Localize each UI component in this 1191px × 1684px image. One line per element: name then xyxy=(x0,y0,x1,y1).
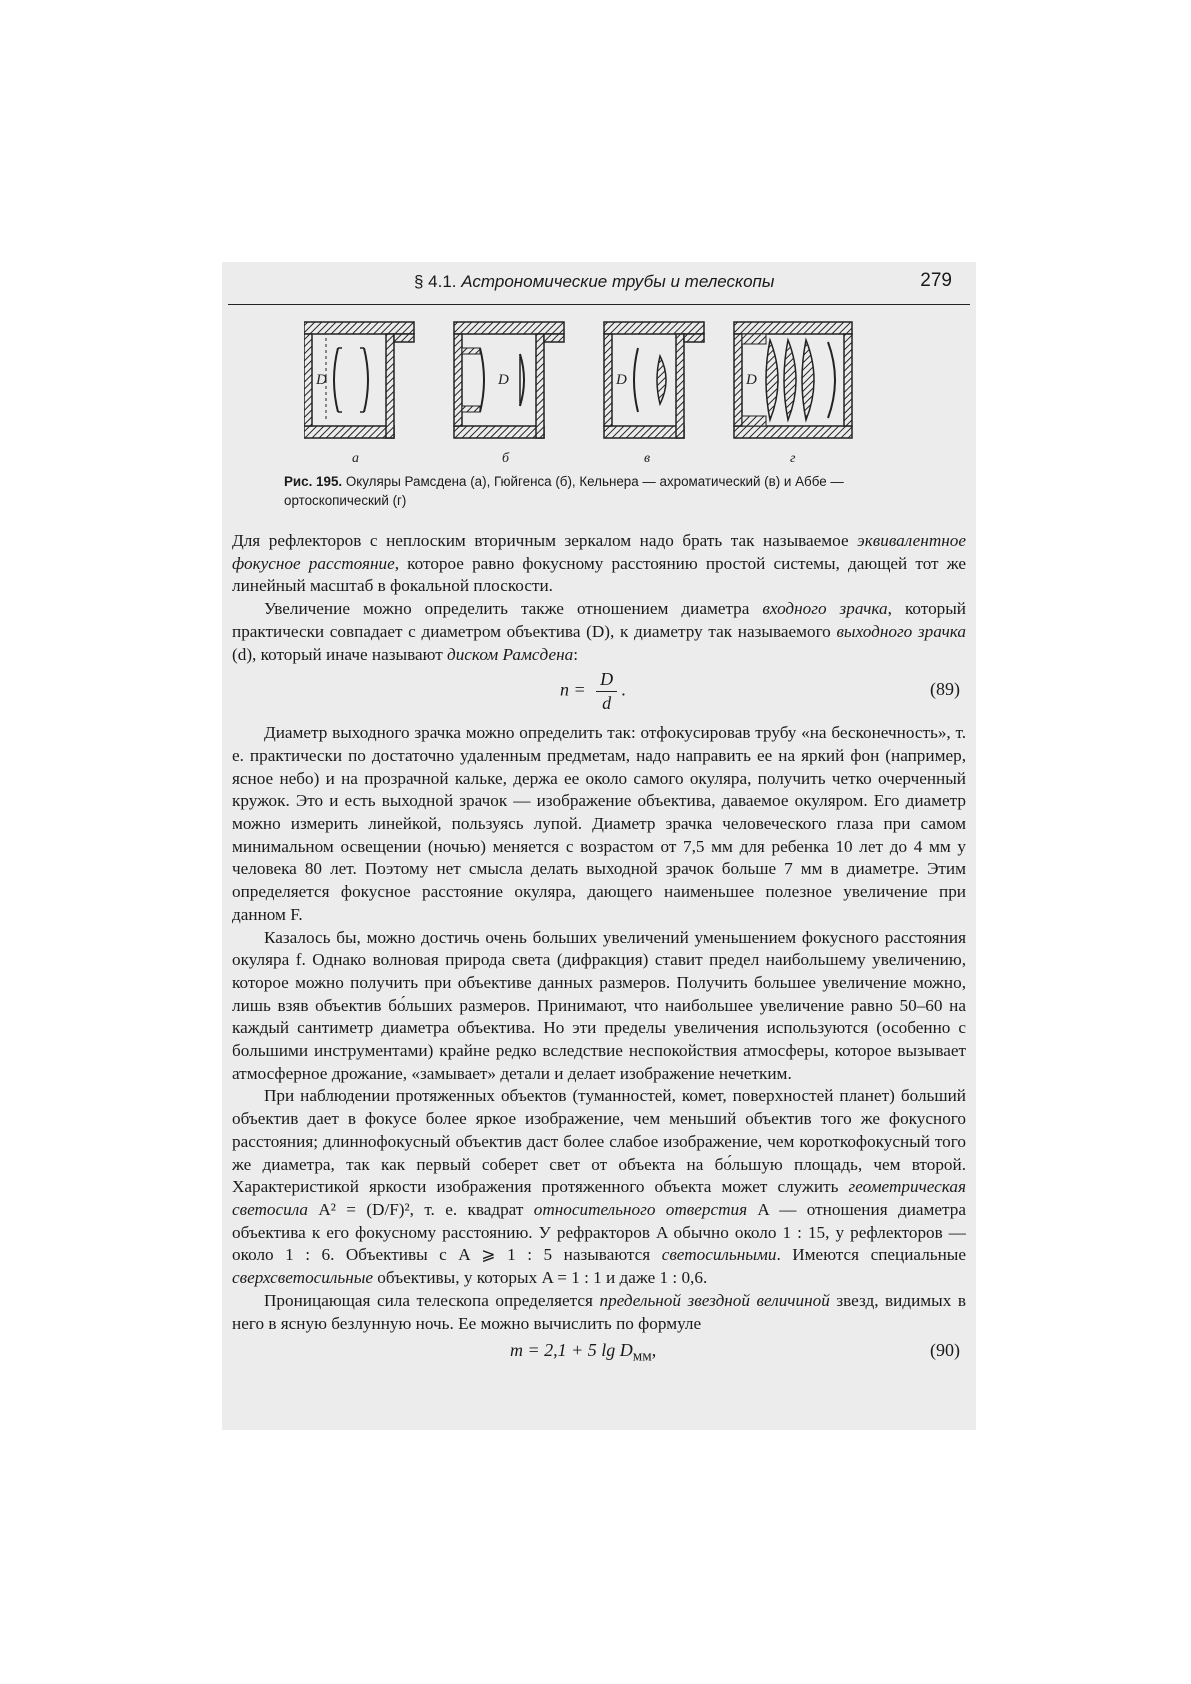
p2-text-c: (d), который иначе называют xyxy=(232,644,448,664)
p5-text-a: При наблюдении протяженных объектов (туманностей, комет, поверхностей планет) больший объектив дает в фокусе более яркое изображение, чем меньший объектив того же фокусного расстояния; длиннофокусный объектив даст более слабое изображение, чем короткофокусный того же диаметра, так как первый соберет свет от объекта на бо́льшую площадь, чем второй. Характеристикой яркости изображения протяженного объекта может служить xyxy=(232,1086,966,1197)
p2-text-d: : xyxy=(573,644,578,664)
p5-text-d: . Имеются специальные xyxy=(776,1245,966,1265)
p5-text-c: A — отношения диаметра объектива к его фокусному расстоянию. У рефракторов A обычно около 1 : 15, у рефлекторов — около 1 : 6. Объективы с A ⩾ 1 : 5 называются xyxy=(232,1199,966,1265)
abbe-eyepiece-diagram xyxy=(734,322,852,466)
label-D-g: D xyxy=(746,372,757,388)
eyepiece-figure xyxy=(304,318,864,466)
p2-text-b: , который практически совпадает с диаметром объектива (D), к диаметру так называемого xyxy=(232,599,967,641)
section-number: § 4.1. xyxy=(414,272,457,291)
label-v: в xyxy=(644,451,651,466)
label-D-b: D xyxy=(498,372,509,388)
p6-term-limiting-magnitude: предельной звездной величиной xyxy=(599,1290,830,1310)
formula-89-expression xyxy=(560,668,626,714)
p1-term: эквивалентное фокусное расстояние xyxy=(232,531,966,573)
formula-89-number: (89) xyxy=(930,679,960,700)
figure-number: Рис. 195. xyxy=(284,474,343,489)
p1-text-a: Для рефлекторов с неплоским вторичным зеркалом надо брать так называемое xyxy=(232,531,858,550)
p5-term-relative-aperture: относительного отверстия xyxy=(533,1199,748,1219)
p1-text-b: , которое равно фокусному расстоянию простой системы, дающей тот же линейный масштаб в фокальной плоскости. xyxy=(232,553,967,596)
running-header xyxy=(222,270,976,296)
figure-caption-text: Окуляры Рамсдена (а), Гюйгенса (б), Кельнера — ахроматический (в) и Аббе — ортоскопический (г) xyxy=(284,474,844,508)
huygens-eyepiece-diagram xyxy=(454,322,564,466)
formula-89-fraction xyxy=(596,668,617,714)
formula-89 xyxy=(232,668,966,716)
formula-90-expression xyxy=(510,1339,656,1368)
label-g: г xyxy=(790,451,796,466)
formula-89-lhs: n = xyxy=(560,679,586,700)
label-b: б xyxy=(502,451,510,466)
header-title xyxy=(414,272,774,292)
formula-89-denominator: d xyxy=(602,692,612,713)
figure-caption xyxy=(284,472,934,510)
p6-text-b: звезд, видимых в него в ясную безлунную ночь. Ее можно вычислить по формуле xyxy=(232,1290,966,1333)
p6-text-a: Проницающая сила телескопа определяется xyxy=(264,1290,600,1310)
scanned-page xyxy=(222,262,976,1430)
section-title: Астрономические трубы и телескопы xyxy=(461,272,775,291)
header-rule xyxy=(228,304,970,305)
ramsden-eyepiece-diagram xyxy=(304,322,414,466)
page-number: 279 xyxy=(920,270,952,291)
kellner-eyepiece-diagram xyxy=(604,322,704,466)
paragraph-3: Диаметр выходного зрачка можно определить так: отфокусировав трубу «на бесконечность», т. е. практически по достаточно удаленным предметам, надо направить ее на яркий фон (например, ясное небо) и на прозрачной кальке, держа ее около самого окуляра, получить четко очерченный кружок. Это и есть выходной зрачок — изображение объектива, даваемое окуляром. Его диаметр можно измерить линейкой, пользуясь лупой. Диаметр зрачка человеческого глаза при самом минимальном освещении (ночью) меняется с возрастом от 7,5 мм для ребенка 10 лет до 4 мм у человека 80 лет. Поэтому нет смысла делать выходной зрачок больше 7 мм в диаметре. Этим определяется фокусное расстояние окуляра, дающего наименьшее полезное увеличение при данном F. xyxy=(232,723,966,924)
p2-term-entrance-pupil: входного зрачка xyxy=(762,599,888,619)
p5-term-geometric-aperture: геометрическая светосила xyxy=(232,1177,966,1219)
p5-term-ultra-fast: сверхсветосильные xyxy=(232,1268,373,1288)
p5-term-fast: светосильными xyxy=(661,1245,777,1265)
p2-text-a: Увеличение можно определить также отношением диаметра xyxy=(264,599,763,619)
paragraph-6 xyxy=(232,1290,966,1335)
p5-text-b: A² = (D/F)², т. е. квадрат xyxy=(308,1199,534,1219)
paragraph-4: Казалось бы, можно достичь очень больших увеличений уменьшением фокусного расстояния окуляра f. Однако волновая природа света (дифракция) ставит предел наибольшему увеличению, которое можно получить при объективе данных размеров. Получить большее увеличение можно, лишь взяв объектив бо́льших размеров. Принимают, что наибольшее увеличение равно 50–60 на каждый сантиметр диаметра объектива. Но эти пределы увеличения используются (особенно с большими инструментами) крайне редко вследствие неспокойствия атмосферы, которое вызывает атмосферное дрожание, «замывает» детали и делает изображение нечетким. xyxy=(232,927,966,1083)
formula-90-tail: , xyxy=(651,1340,657,1361)
p2-term-ramsden-disk: диском Рамсдена xyxy=(447,644,574,664)
paragraph-1 xyxy=(232,530,966,598)
paragraph-2 xyxy=(232,598,966,666)
label-D-a: D xyxy=(316,372,327,388)
p2-term-exit-pupil: выходного зрачка xyxy=(836,621,966,641)
body-text xyxy=(232,530,966,1365)
label-a: а xyxy=(352,451,359,466)
formula-90-number: (90) xyxy=(930,1340,960,1361)
p5-text-e: объективы, у которых A = 1 : 1 и даже 1 : 0,6. xyxy=(373,1268,708,1288)
formula-89-numerator: D xyxy=(596,668,617,692)
formula-90 xyxy=(232,1339,966,1365)
paragraph-5 xyxy=(232,1085,966,1289)
formula-90-main: m = 2,1 + 5 lg D xyxy=(510,1340,633,1361)
formula-90-subscript: мм xyxy=(632,1348,652,1365)
formula-89-tail: . xyxy=(621,679,627,700)
label-D-v: D xyxy=(616,372,627,388)
